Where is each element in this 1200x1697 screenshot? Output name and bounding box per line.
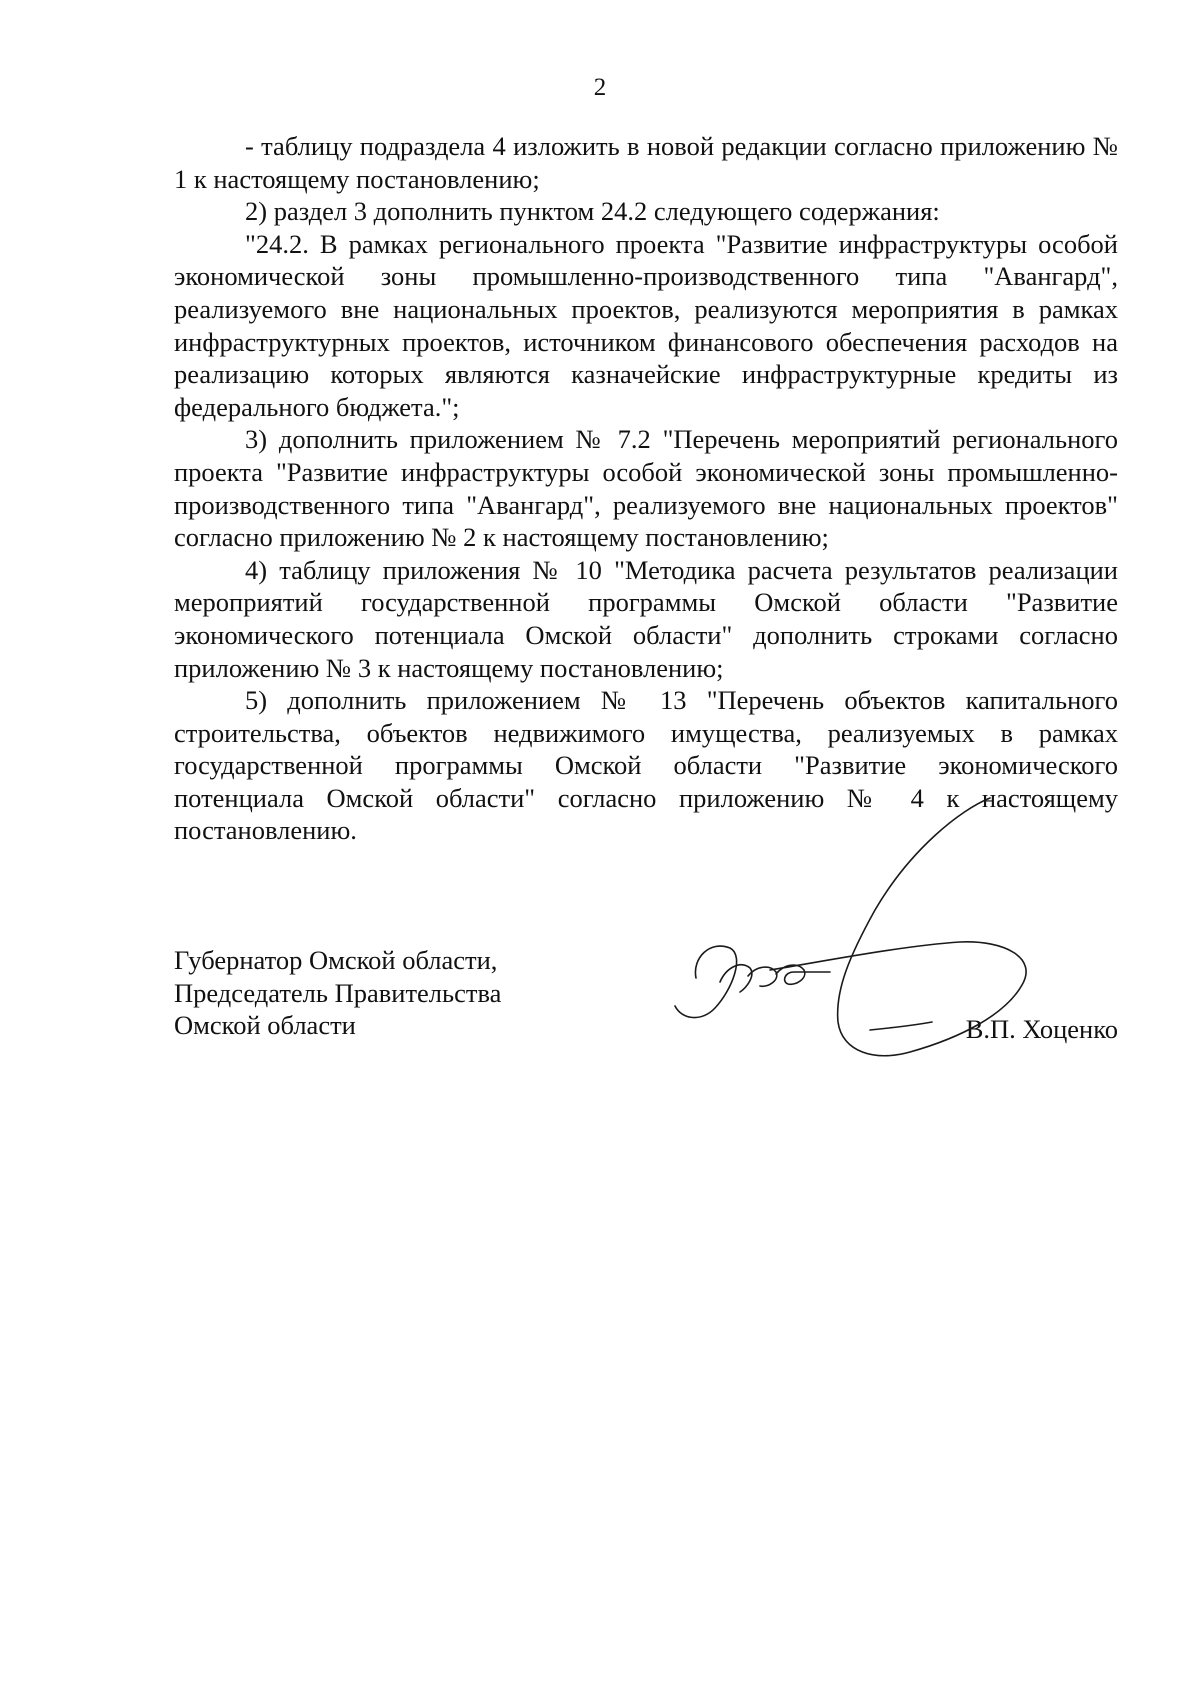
paragraph-table-subsection-4: - таблицу подраздела 4 изложить в новой редакции согласно приложению № 1 к настоящему постановлению;: [174, 131, 1118, 194]
signer-position-line-1: Губернатор Омской области,: [174, 945, 498, 975]
signer-position-line-2: Председатель Правительства: [174, 977, 502, 1008]
handwritten-signature-icon: [660, 790, 1050, 1080]
paragraph-item-5: 5) дополнить приложением № 13 "Перечень объектов капитального строительства, объектов недвижимого имущества, реализуемых в рамках государственной программы Омской области "Развитие экономического потенциала Омской области" согласно приложению № 4 к настоящему постановлению.: [174, 685, 1118, 846]
document-body: [174, 130, 1118, 847]
paragraph-item-2: 2) раздел 3 дополнить пунктом 24.2 следующего содержания:: [245, 196, 940, 227]
paragraph-clause-24-2: "24.2. В рамках регионального проекта "Развитие инфраструктуры особой экономической зоны промышленно-производственного типа "Авангард", реализуемого вне национальных проектов, реализуются мероприятия в рамках инфраструктурных проектов, источником финансового обеспечения расходов на реализацию которых являются казначейские инфраструктурные кредиты из федерального бюджета.";: [174, 228, 1118, 422]
paragraph-item-4: 4) таблицу приложения № 10 "Методика расчета результатов реализации мероприятий государственной программы Омской области "Развитие экономического потенциала Омской области" дополнить строками согласно приложению № 3 к настоящему постановлению;: [174, 554, 1118, 683]
page-number: 2: [593, 74, 607, 101]
signer-position-line-3: Омской области: [174, 1010, 356, 1041]
paragraph-item-3: 3) дополнить приложением № 7.2 "Перечень мероприятий регионального проекта "Развитие инфраструктуры особой экономической зоны промышленно-производственного типа "Авангард", реализуемого вне национальных проектов" согласно приложению № 2 к настоящему постановлению;: [174, 424, 1118, 553]
signer-name: В.П. Хоценко: [965, 1014, 1118, 1044]
